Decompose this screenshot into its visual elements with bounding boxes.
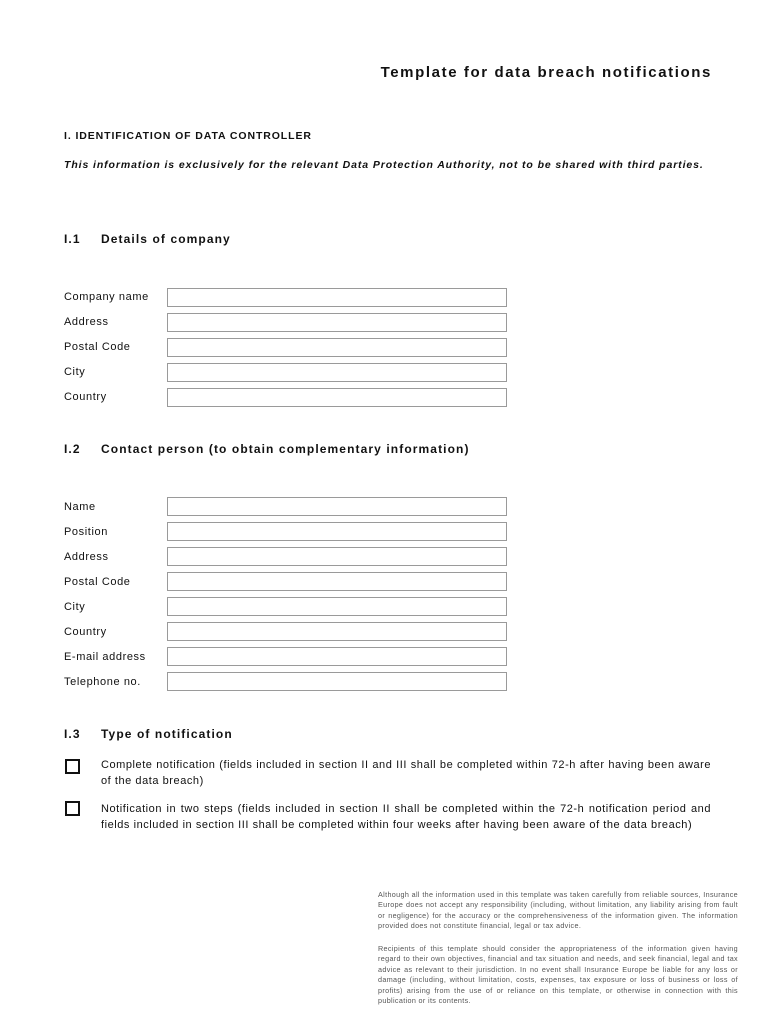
contact-name-input[interactable]	[167, 497, 507, 516]
subsection-title: Type of notification	[101, 727, 233, 741]
subsection-contact-heading	[64, 442, 470, 456]
complete-notification-checkbox[interactable]	[65, 759, 80, 774]
disclaimer-paragraph: Recipients of this template should consider the appropriateness of the information given having regard to their own objectives, financial and tax situation and needs, and seek financial, legal and tax advice as relevant to their jurisdiction. In no event shall Insurance Europe be liable for any loss or damage (including, without limitation, costs, expenses, tax exposure or loss of business or loss of profits) arising from the use of or reliance on this template, or otherwise in connection with this publication or its contents.	[378, 944, 738, 1006]
company-city-input[interactable]	[167, 363, 507, 382]
contact-country-label: Country	[64, 626, 107, 638]
company-name-label: Company name	[64, 291, 149, 303]
subsection-title: Contact person (to obtain complementary information)	[101, 442, 470, 456]
company-postal-code-input[interactable]	[167, 338, 507, 357]
subsection-number: I.1	[64, 232, 81, 246]
confidentiality-notice: This information is exclusively for the relevant Data Protection Authority, not to be shared with third parties.	[64, 159, 704, 171]
contact-position-input[interactable]	[167, 522, 507, 541]
company-country-label: Country	[64, 391, 107, 403]
two-step-notification-text: Notification in two steps (fields included in section II shall be completed within the 72-h notification period and fields included in section III shall be completed within four weeks after having been aware of the data breach)	[101, 803, 711, 831]
contact-email-input[interactable]	[167, 647, 507, 666]
complete-notification-text: Complete notification (fields included in section II and III shall be completed within 72-h after having been aware of the data breach)	[101, 759, 711, 787]
contact-city-label: City	[64, 601, 86, 613]
contact-address-label: Address	[64, 551, 109, 563]
company-address-label: Address	[64, 316, 109, 328]
two-step-notification-checkbox[interactable]	[65, 801, 80, 816]
contact-address-input[interactable]	[167, 547, 507, 566]
document-title: Template for data breach notifications	[380, 64, 712, 81]
subsection-notification-type-heading	[64, 727, 233, 741]
contact-country-input[interactable]	[167, 622, 507, 641]
contact-postal-code-label: Postal Code	[64, 576, 131, 588]
company-country-input[interactable]	[167, 388, 507, 407]
contact-postal-code-input[interactable]	[167, 572, 507, 591]
contact-city-input[interactable]	[167, 597, 507, 616]
contact-name-label: Name	[64, 501, 96, 513]
disclaimer-paragraph: Although all the information used in this template was taken carefully from reliable sources, Insurance Europe does not accept any responsibility (including, without limitation, any liability arising from fault or negligence) for the accuracy or the comprehensiveness of the information given. The information provided does not constitute financial, legal or tax advice.	[378, 890, 738, 931]
contact-telephone-label: Telephone no.	[64, 676, 141, 688]
contact-position-label: Position	[64, 526, 108, 538]
section-1-heading: I. IDENTIFICATION OF DATA CONTROLLER	[64, 130, 312, 142]
subsection-number: I.2	[64, 442, 81, 456]
subsection-company-heading	[64, 232, 231, 246]
contact-email-label: E-mail address	[64, 651, 146, 663]
company-address-input[interactable]	[167, 313, 507, 332]
contact-telephone-input[interactable]	[167, 672, 507, 691]
subsection-number: I.3	[64, 727, 81, 741]
subsection-title: Details of company	[101, 232, 231, 246]
company-city-label: City	[64, 366, 86, 378]
company-postal-code-label: Postal Code	[64, 341, 131, 353]
company-name-input[interactable]	[167, 288, 507, 307]
